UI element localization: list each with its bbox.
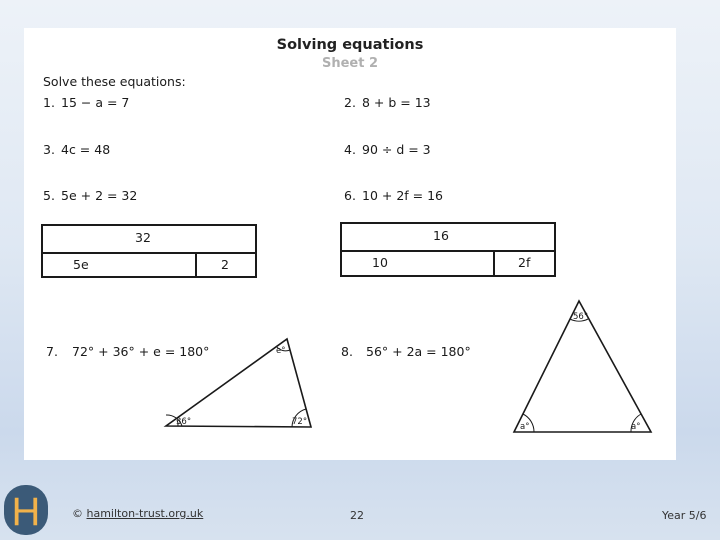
question-4-equation: 90 ÷ d = 3 [362,142,431,157]
bar-model-1-part-2: 2 [221,257,229,272]
question-3-equation: 4c = 48 [61,142,111,157]
question-5-equation: 5e + 2 = 32 [61,188,138,203]
question-3-number: 3. [43,142,55,157]
page-number: 22 [350,509,364,522]
question-8-equation: 56° + 2a = 180° [366,344,471,359]
question-4-number: 4. [344,142,356,157]
worksheet-title: Solving equations [276,37,424,53]
bar-model-2-total: 16 [433,228,449,243]
copyright-symbol: © [72,507,83,520]
triangle-2-top-angle: 56° [573,312,589,322]
worksheet [24,28,676,460]
triangle-1-left-angle: 36° [176,417,192,427]
instructions: Solve these equations: [43,74,186,89]
triangle-2-right-angle: a° [631,422,641,432]
question-7-equation: 72° + 36° + e = 180° [72,344,210,359]
bar-model-1-part-1: 5e [73,257,89,272]
question-6-equation: 10 + 2f = 16 [362,188,444,203]
triangle-2-left-angle: a° [520,422,530,432]
question-5-number: 5. [43,188,55,203]
question-1-equation: 15 − a = 7 [61,95,130,110]
triangle-1-right-angle: 72° [292,417,308,427]
question-8-number: 8. [341,344,353,359]
hamilton-logo-icon [3,484,49,536]
copyright [72,507,203,520]
bar-model-2-part-2: 2f [518,255,531,270]
question-2-number: 2. [344,95,356,110]
question-1-number: 1. [43,95,55,110]
triangle-1 [166,339,311,427]
worksheet-subtitle: Sheet 2 [321,56,379,71]
triangles-drawing [24,28,676,460]
question-7-number: 7. [46,344,58,359]
bar-model-2-part-1: 10 [372,255,388,270]
triangle-1-top-angle: e° [276,346,286,356]
triangle-2 [514,301,651,432]
year-tag: Year 5/6 [662,509,707,522]
question-2-equation: 8 + b = 13 [362,95,431,110]
copyright-link[interactable]: hamilton-trust.org.uk [86,507,204,520]
bar-model-1-total: 32 [135,230,151,245]
logo-letter: H [11,490,41,534]
question-6-number: 6. [344,188,356,203]
